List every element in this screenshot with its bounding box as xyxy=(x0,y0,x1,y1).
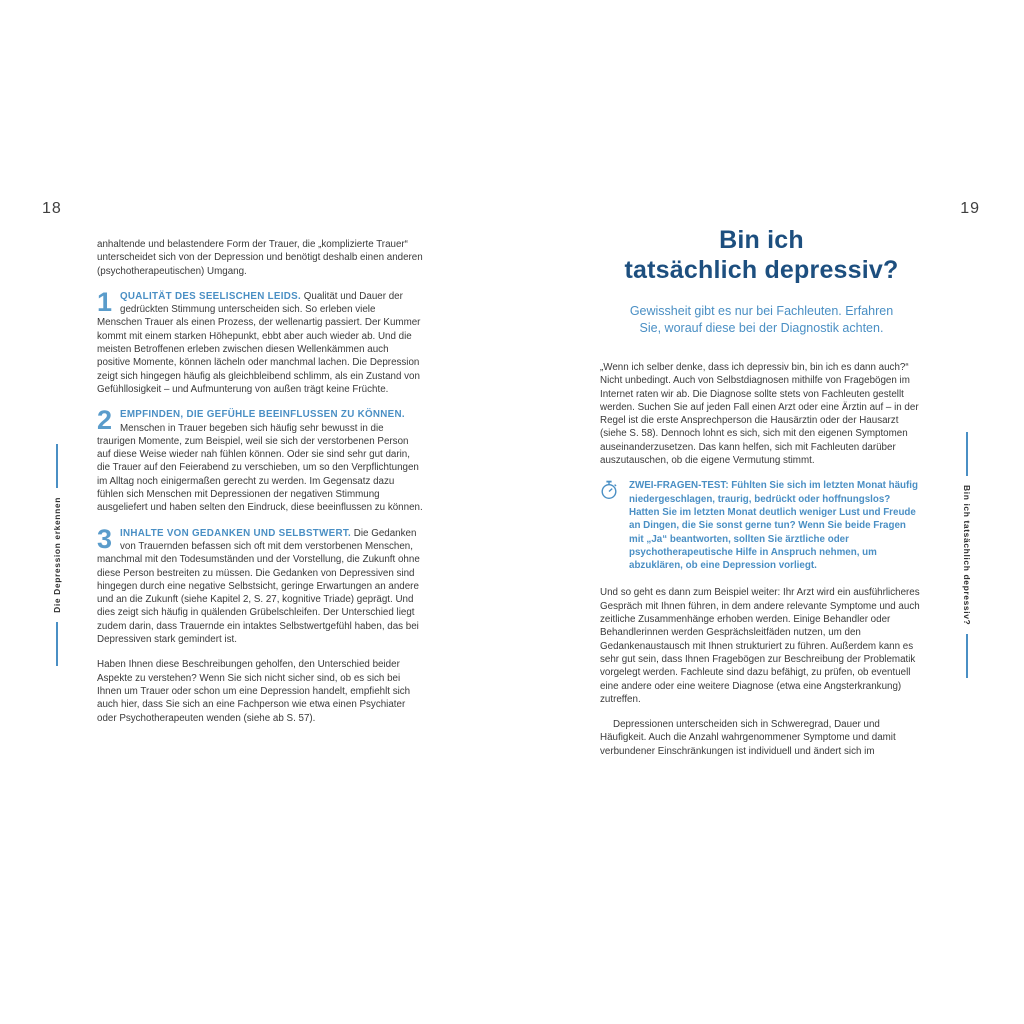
margin-rule-top xyxy=(966,432,968,476)
margin-tab-left xyxy=(46,444,68,666)
section-text: Qualität und Dauer der gedrückten Stimmung unterscheiden sich. So erleben viele Menschen Trauer als einen Prozess, der wellenartig passiert. Der Kummer kommt mit einem starken Höhepunkt, ebbt aber auch wieder ab. Und die meisten Betroffenen erleben zwischen diesen Wellenkämmen auch positive Momente, können lächeln oder manchmal lachen. Die Depression zeigt sich hingegen häufig als gleichbleibend schlimm, als ein Zustand von Gefühllosigkeit – und Aufmunterung von außen trägt keine Früchte. xyxy=(97,290,421,395)
section-number: 2 xyxy=(97,405,113,436)
callout-text: ZWEI-FRAGEN-TEST: Fühlten Sie sich im letzten Monat häufig niedergeschlagen, traurig, bedrückt oder hoffnungslos? Hatten Sie im letzten Monat deutlich weniger Lust und Freude an Dingen, die Sie sonst gerne tun? Wenn Sie beide Fragen mit „Ja“ beantworten, sollten Sie ärztliche oder psychotherapeutische Hilfe in Anspruch nehmen, um abzuklären, ob eine Depression vorliegt. xyxy=(629,480,919,572)
margin-rule-top xyxy=(56,444,58,488)
page-number-left: 18 xyxy=(42,200,62,217)
section-text: Menschen in Trauer begeben sich häufig sehr bewusst in die traurigen Momente, zum Beispiel, weil sie sich der verstorbenen Person auf diese Weise wieder nah fühlen können. Oder sie sind sehr gut darin, die Trauer auf den Feierabend zu verschieben, um so den Verpflichtungen im Alltag noch einigermaßen gerecht zu werden. Im Gegensatz dazu fühlen sich Menschen mit Depressionen der negativen Stimmung ausgeliefert und haben selten den Eindruck, diese beeinflussen zu können. xyxy=(97,422,423,514)
body-paragraph-2: Und so geht es dann zum Beispiel weiter: Ihr Arzt wird ein ausführlicheres Gespräch mit Ihnen führen, in dem andere relevante Symptome und auch zeitliche Zusammenhänge erhoben werden. Einige Behandler oder Behandlerinnen werden Gesprächsleitfäden nutzen, um den Gedankenaustausch mit Ihnen strukturiert zu führen. Außerdem kann es sehr gut sein, dass Ihnen Fragebögen zur Beschreibung der Problematik vorgelegt werden. Fachleute sind dazu befähigt, zu prüfen, ob eventuell eine andere oder eine weitere Diagnose (etwa eine Angsterkrankung) zutreffen. xyxy=(600,587,920,705)
page-number-right: 19 xyxy=(960,200,980,217)
right-text-column xyxy=(600,225,923,770)
page-title: Bin ich tatsächlich depressiv? xyxy=(624,226,899,284)
margin-rule-bottom xyxy=(56,622,58,666)
numbered-section-1 xyxy=(97,286,423,396)
section-heading: INHALTE VON GEDANKEN UND SELBSTWERT. xyxy=(120,527,352,539)
margin-rule-bottom xyxy=(966,634,968,678)
left-text-column xyxy=(97,238,423,737)
section-heading: EMPFINDEN, DIE GEFÜHLE BEEINFLUSSEN ZU KÖNNEN. xyxy=(120,409,405,421)
two-question-test-callout xyxy=(600,479,923,572)
page-subtitle: Gewissheit gibt es nur bei Fachleuten. Erfahren Sie, worauf diese bei der Diagnostik achten. xyxy=(629,304,894,335)
chapter-label-left: Die Depression erkennen xyxy=(52,497,62,613)
chapter-label-right: Bin ich tatsächlich depressiv? xyxy=(962,485,972,626)
stopwatch-icon xyxy=(600,479,618,572)
body-paragraph-1: „Wenn ich selber denke, dass ich depressiv bin, bin ich es dann auch?“ Nicht unbedingt. Auch von Selbstdiagnosen mithilfe von Fragebögen im Internet raten wir ab. Die Diagnose sollte stets von Fachleuten gestellt werden. Suchen Sie auf jeden Fall einen Arzt oder eine Ärztin auf – in der Regel ist die erste Ansprechperson die Hausärztin oder der Hausarzt (siehe S. 58). Dennoch lohnt es sich, sich mit den eigenen Symptomen auseinanderzusetzen. Das kann helfen, sich mit Fachleuten darüber auszutauschen, ob die eigene Vermutung stimmt. xyxy=(600,362,919,467)
section-number: 1 xyxy=(97,286,113,317)
section-number: 3 xyxy=(97,523,113,554)
intro-paragraph: anhaltende und belastendere Form der Trauer, die „komplizierte Trauer“ unterscheidet sich von der Depression und benötigt deshalb einen anderen (psychotherapeutischen) Umgang. xyxy=(97,239,423,277)
body-paragraph-3: Depressionen unterscheiden sich in Schweregrad, Dauer und Häufigkeit. Auch die Anzahl wahrgenommener Symptome und damit verbundener Einschränkungen ist individuell und ändert sich im xyxy=(600,719,896,757)
closing-paragraph: Haben Ihnen diese Beschreibungen geholfen, den Unterschied beider Aspekte zu verstehen? Wenn Sie sich nicht sicher sind, ob es sich bei Ihnen um Trauer oder schon um eine Depression handelt, empfiehlt sich auch hier, dass Sie sich an eine Fachperson wie etwa einen Psychiater oder Psychotherapeuten wenden (siehe ab S. 57). xyxy=(97,659,411,724)
numbered-section-3 xyxy=(97,523,423,647)
section-heading: QUALITÄT DES SEELISCHEN LEIDS. xyxy=(120,290,302,302)
margin-tab-right xyxy=(956,432,978,678)
section-text: Die Gedanken von Trauernden befassen sich oft mit dem verstorbenen Menschen, manchmal mit den Todesumständen und der Vorstellung, die Zukunft ohne diese Person bestreiten zu müssen. Die Gedanken von Depressiven sind hingegen durch eine negative Selbstsicht, geringe Erwartungen an andere und an die Zukunft (siehe Kapitel 2, S. 27, kognitive Triade) geprägt. Und dies zeigt sich häufig in quälenden Grübelschleifen. Der Unterschied liegt zudem darin, dass Trauernde ein intaktes Selbstwertgefühl haben, das bei Depressiven stark gemindert ist. xyxy=(97,527,420,646)
numbered-section-2 xyxy=(97,405,423,514)
